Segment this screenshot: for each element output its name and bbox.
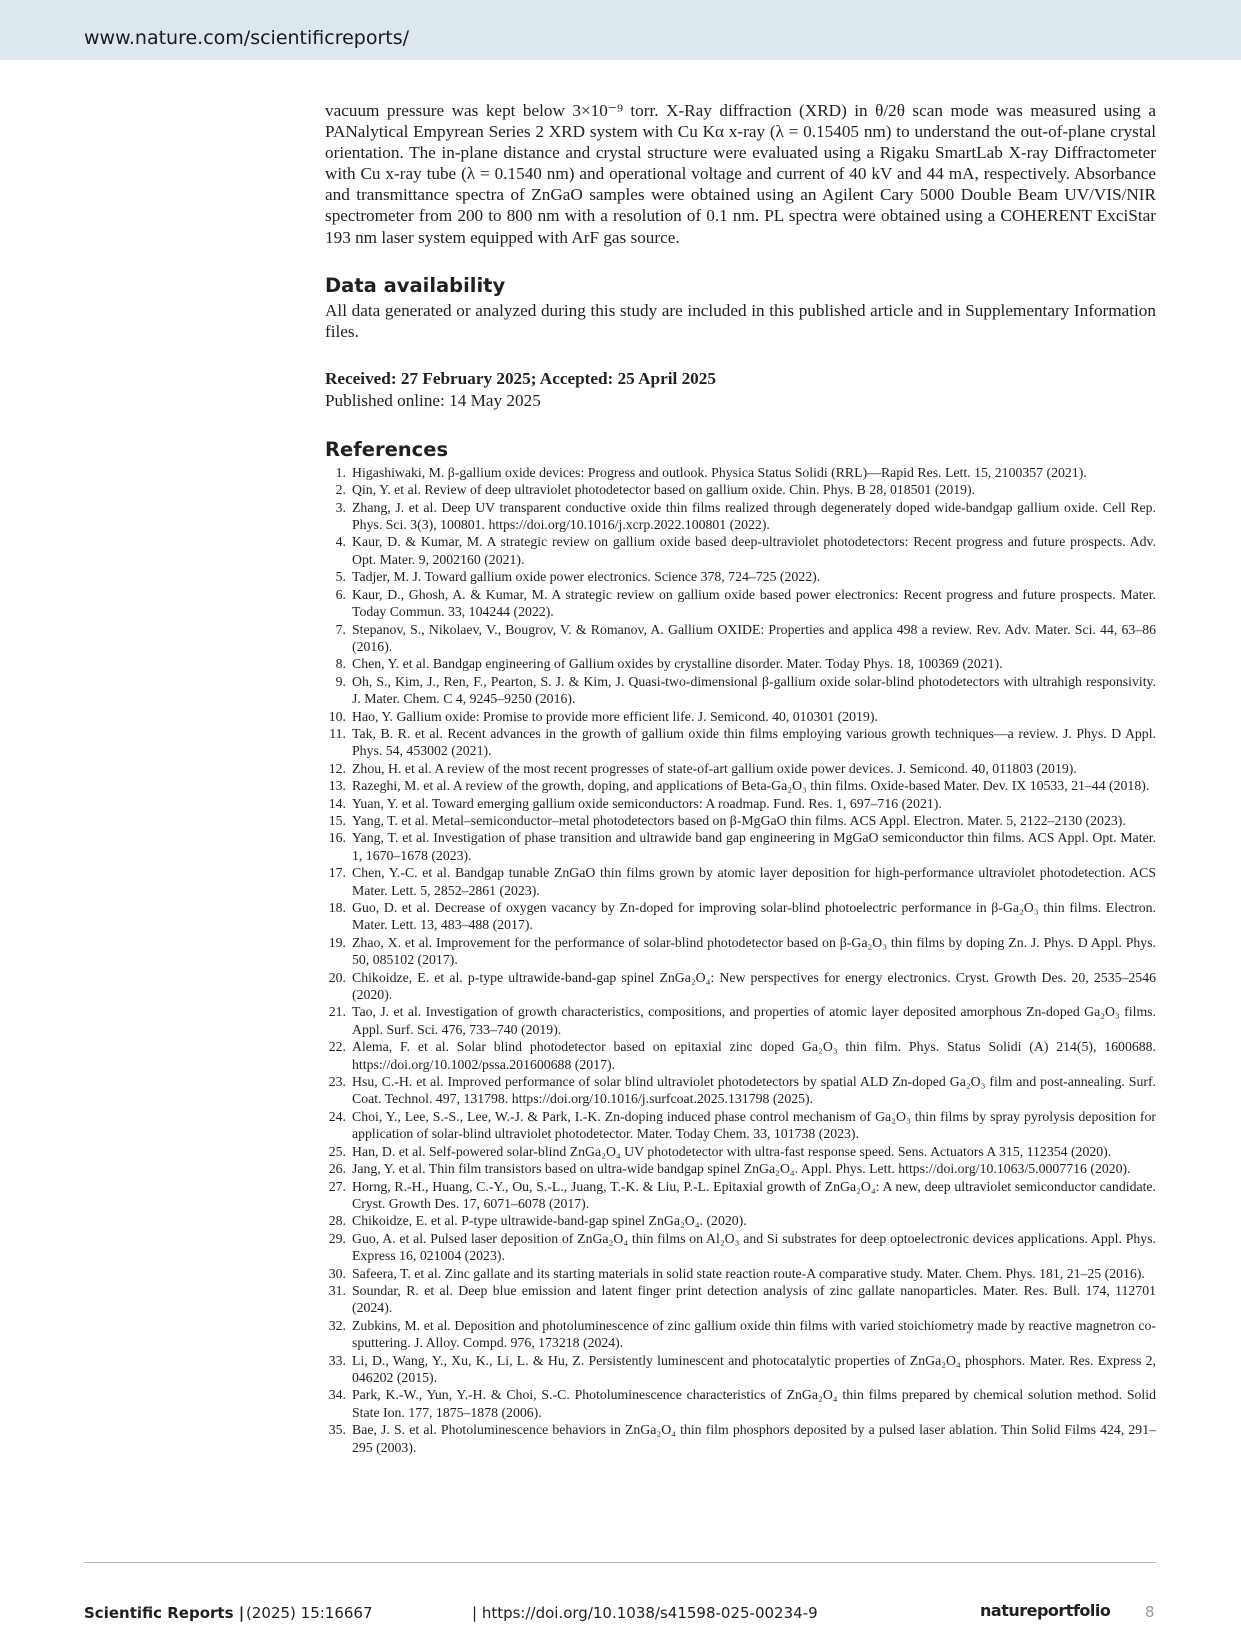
reference-number: 2. <box>335 482 346 498</box>
reference-text: Zhao, X. et al. Improvement for the performance of solar-blind photodetector based on β-Ga₂O₃ thin films by doping Zn. J. Phys. D Appl. Phys. 50, 085102 (2017). <box>352 934 1156 968</box>
reference-text: Tadjer, M. J. Toward gallium oxide power electronics. Science 378, 724–725 (2022). <box>352 569 821 585</box>
reference-number: 17. <box>328 865 346 881</box>
reference-item <box>325 760 1156 777</box>
reference-number: 23. <box>328 1074 346 1090</box>
reference-number: 7. <box>335 621 346 637</box>
reference-number: 15. <box>328 812 346 828</box>
reference-item <box>325 655 1156 672</box>
reference-number: 22. <box>328 1039 346 1055</box>
reference-number: 33. <box>328 1352 346 1368</box>
reference-number: 12. <box>328 760 346 776</box>
methods-paragraph: vacuum pressure was kept below 3×10⁻⁹ torr. X-Ray diffraction (XRD) in θ/2θ scan mode was measured using a PANalytical Empyrean Series 2 XRD system with Cu Kα x-ray (λ = 0.15405 nm) to understand the out-of-plane crystal orientation. The in-plane distance and crystal structure were evaluated using a Rigaku SmartLab X-ray Diffractometer with Cu x-ray tube (λ = 0.1540 nm) and operational voltage and current of 40 kV and 44 mA, respectively. Absorbance and transmittance spectra of ZnGaO samples were obtained using an Agilent Cary 5000 Double Beam UV/VIS/NIR spectrometer from 200 to 800 nm with a resolution of 0.1 nm. PL spectra were obtained using a COHERENT ExciStar 193 nm laser system equipped with ArF gas source. <box>325 101 1156 247</box>
reference-text: Hao, Y. Gallium oxide: Promise to provide more efficient life. J. Semicond. 40, 010301 (2019). <box>352 708 878 724</box>
reference-number: 35. <box>328 1422 346 1438</box>
reference-item <box>325 812 1156 829</box>
reference-text: Safeera, T. et al. Zinc gallate and its starting materials in solid state reaction route-A comparative study. Mater. Chem. Phys. 181, 21–25 (2016). <box>352 1265 1145 1281</box>
reference-item <box>325 969 1156 1004</box>
reference-text: Soundar, R. et al. Deep blue emission and latent finger print detection analysis of zinc gallate nanoparticles. Mater. Res. Bull. 174, 112701 (2024). <box>352 1282 1156 1316</box>
reference-text: Chen, Y.-C. et al. Bandgap tunable ZnGaO thin films grown by atomic layer deposition for high-performance ultraviolet photodetection. ACS Mater. Lett. 5, 2852–2861 (2023). <box>352 865 1156 898</box>
reference-number: 34. <box>328 1387 346 1403</box>
reference-text: Alema, F. et al. Solar blind photodetector based on epitaxial zinc doped Ga₂O₃ thin film. Phys. Status Solidi (A) 214(5), 1600688. https://doi.org/10.1002/pssa.201600688 (2017). <box>352 1039 1156 1072</box>
article-dates <box>325 368 1156 412</box>
reference-list <box>325 464 1156 1456</box>
reference-item <box>325 1352 1156 1387</box>
reference-item <box>325 1265 1156 1282</box>
published-date: Published online: 14 May 2025 <box>325 390 541 410</box>
footer-journal: Scientific Reports | <box>84 1604 245 1622</box>
reference-item <box>325 499 1156 534</box>
reference-number: 20. <box>328 969 346 985</box>
reference-text: Chikoidze, E. et al. p-type ultrawide-band-gap spinel ZnGa₂O₄: New perspectives for energy electronics. Cryst. Growth Des. 20, 2535–2546 (2020). <box>352 969 1156 1003</box>
reference-text: Zhang, J. et al. Deep UV transparent conductive oxide thin films realized through degenerately doped wide-bandgap gallium oxide. Cell Rep. Phys. Sci. 3(3), 100801. https://doi.org/10.1016/j.xcrp.2022.100801 (2022). <box>352 499 1156 533</box>
reference-number: 4. <box>335 534 346 550</box>
reference-item <box>325 725 1156 760</box>
reference-item <box>325 1178 1156 1213</box>
reference-item <box>325 1073 1156 1108</box>
reference-item <box>325 777 1156 794</box>
reference-text: Yang, T. et al. Investigation of phase transition and ultrawide band gap engineering in MgGaO semiconductor thin films. ACS Appl. Opt. Mater. 1, 1670–1678 (2023). <box>352 830 1156 863</box>
reference-number: 32. <box>328 1317 346 1333</box>
reference-number: 21. <box>328 1004 346 1020</box>
reference-number: 10. <box>328 708 346 724</box>
reference-item <box>325 464 1156 481</box>
reference-item <box>325 1143 1156 1160</box>
reference-number: 3. <box>335 499 346 515</box>
reference-number: 9. <box>335 673 346 689</box>
reference-text: Oh, S., Kim, J., Ren, F., Pearton, S. J. & Kim, J. Quasi-two-dimensional β-gallium oxide solar-blind photodetectors with ultrahigh responsivity. J. Mater. Chem. C 4, 9245–9250 (2016). <box>352 673 1156 707</box>
reference-number: 31. <box>328 1282 346 1298</box>
reference-text: Guo, A. et al. Pulsed laser deposition of ZnGa₂O₄ thin films on Al₂O₃ and Si substrates for deep optoelectronic devices applications. Appl. Phys. Express 16, 021004 (2023). <box>352 1230 1156 1264</box>
reference-item <box>325 708 1156 725</box>
reference-text: Kaur, D. & Kumar, M. A strategic review on gallium oxide based deep-ultraviolet photodetectors: Recent progress and future prospects. Adv. Opt. Mater. 9, 2002160 (2021). <box>352 534 1156 567</box>
reference-item <box>325 1386 1156 1421</box>
reference-number: 11. <box>329 725 346 741</box>
reference-text: Tak, B. R. et al. Recent advances in the growth of gallium oxide thin films employing various growth techniques—a review. J. Phys. D Appl. Phys. 54, 453002 (2021). <box>352 725 1156 759</box>
article-content <box>325 100 1156 1456</box>
reference-item <box>325 899 1156 934</box>
reference-text: Hsu, C.-H. et al. Improved performance of solar blind ultraviolet photodetectors by spatial ALD Zn-doped Ga₂O₃ film and post-annealing. Surf. Coat. Technol. 497, 131798. https://doi.org/10.1016/j.surfcoat.2025.131798 (2025). <box>352 1074 1156 1107</box>
reference-item <box>325 621 1156 656</box>
reference-text: Yuan, Y. et al. Toward emerging gallium oxide semiconductors: A roadmap. Fund. Res. 1, 697–716 (2021). <box>352 795 942 811</box>
reference-text: Bae, J. S. et al. Photoluminescence behaviors in ZnGa₂O₄ thin film phosphors deposited by a pulsed laser ablation. Thin Solid Films 424, 291–295 (2003). <box>352 1422 1156 1455</box>
reference-number: 19. <box>328 934 346 950</box>
reference-number: 5. <box>335 569 346 585</box>
reference-item <box>325 1421 1156 1456</box>
reference-text: Guo, D. et al. Decrease of oxygen vacancy by Zn-doped for improving solar-blind photoelectric performance in β-Ga₂O₃ thin films. Electron. Mater. Lett. 13, 483–488 (2017). <box>352 900 1156 933</box>
reference-item <box>325 795 1156 812</box>
reference-text: Stepanov, S., Nikolaev, V., Bougrov, V. & Romanov, A. Gallium OXIDE: Properties and applica 498 a review. Rev. Adv. Mater. Sci. 44, 63–86 (2016). <box>352 621 1156 654</box>
reference-number: 29. <box>328 1230 346 1246</box>
reference-number: 14. <box>328 795 346 811</box>
reference-item <box>325 481 1156 498</box>
reference-item <box>325 533 1156 568</box>
nature-portfolio-logo: natureportfolio <box>980 1601 1111 1620</box>
reference-number: 16. <box>328 830 346 846</box>
reference-item <box>325 1212 1156 1229</box>
reference-text: Zhou, H. et al. A review of the most recent progresses of state-of-art gallium oxide power devices. J. Semicond. 40, 011803 (2019). <box>352 760 1077 776</box>
journal-header-bar <box>0 0 1241 60</box>
reference-text: Chen, Y. et al. Bandgap engineering of Gallium oxides by crystalline disorder. Mater. Today Phys. 18, 100369 (2021). <box>352 656 1003 672</box>
reference-text: Yang, T. et al. Metal–semiconductor–metal photodetectors based on β-MgGaO thin films. ACS Appl. Electron. Mater. 5, 2122–2130 (2023). <box>352 812 1126 828</box>
reference-number: 26. <box>328 1161 346 1177</box>
received-accepted-date: Received: 27 February 2025; Accepted: 25 April 2025 <box>325 368 716 388</box>
reference-number: 24. <box>328 1108 346 1124</box>
reference-text: Kaur, D., Ghosh, A. & Kumar, M. A strategic review on gallium oxide based power electronics: Recent progress and future prospects. Mater. Today Commun. 33, 104244 (2022). <box>352 586 1156 620</box>
references-heading: References <box>325 437 449 461</box>
reference-text: Tao, J. et al. Investigation of growth characteristics, compositions, and properties of atomic layer deposited amorphous Zn-doped Ga₂O₃ films. Appl. Surf. Sci. 476, 733–740 (2019). <box>352 1004 1156 1037</box>
reference-text: Han, D. et al. Self-powered solar-blind ZnGa₂O₄ UV photodetector with ultra-fast response speed. Sens. Actuators A 315, 112354 (2020). <box>352 1143 1112 1159</box>
reference-text: Razeghi, M. et al. A review of the growth, doping, and applications of Beta-Ga₂O₃ thin films. Oxide-based Mater. Dev. IX 10533, 21–44 (2018). <box>352 778 1150 794</box>
reference-item <box>325 568 1156 585</box>
reference-text: Zubkins, M. et al. Deposition and photoluminescence of zinc gallium oxide thin films with varied stoichiometry made by reactive magnetron co-sputtering. J. Alloy. Compd. 976, 173218 (2024). <box>352 1317 1156 1351</box>
reference-text: Horng, R.-H., Huang, C.-Y., Ou, S.-L., Juang, T.-K. & Liu, P.-L. Epitaxial growth of ZnGa₂O₄: A new, deep ultraviolet semiconductor candidate. Cryst. Growth Des. 17, 6071–6078 (2017). <box>352 1178 1156 1211</box>
reference-item <box>325 1230 1156 1265</box>
reference-number: 28. <box>328 1213 346 1229</box>
reference-number: 1. <box>335 464 346 480</box>
reference-item <box>325 1282 1156 1317</box>
reference-text: Jang, Y. et al. Thin film transistors based on ultra-wide bandgap spinel ZnGa₂O₄. Appl. Phys. Lett. https://doi.org/10.1063/5.0007716 (2020). <box>352 1161 1131 1177</box>
data-availability-heading: Data availability <box>325 273 506 297</box>
reference-item <box>325 864 1156 899</box>
reference-text: Li, D., Wang, Y., Xu, K., Li, L. & Hu, Z. Persistently luminescent and photocatalytic properties of ZnGa₂O₄ phosphors. Mater. Res. Express 2, 046202 (2015). <box>352 1352 1156 1385</box>
reference-text: Park, K.-W., Yun, Y.-H. & Choi, S.-C. Photoluminescence characteristics of ZnGa₂O₄ thin films prepared by chemical solution method. Solid State Ion. 177, 1875–1878 (2006). <box>352 1387 1156 1420</box>
reference-text: Chikoidze, E. et al. P-type ultrawide-band-gap spinel ZnGa₂O₄. (2020). <box>352 1213 747 1229</box>
footer-year-volume: (2025) 15:16667 <box>246 1604 373 1622</box>
reference-item <box>325 934 1156 969</box>
reference-item <box>325 1317 1156 1352</box>
reference-item <box>325 586 1156 621</box>
reference-number: 25. <box>328 1143 346 1159</box>
reference-item <box>325 829 1156 864</box>
page-number: 8 <box>1145 1603 1155 1621</box>
reference-number: 27. <box>328 1178 346 1194</box>
footer-divider <box>84 1562 1156 1563</box>
reference-text: Higashiwaki, M. β-gallium oxide devices: Progress and outlook. Physica Status Solidi (RRL)—Rapid Res. Lett. 15, 2100357 (2021). <box>352 464 1087 480</box>
reference-number: 30. <box>328 1265 346 1281</box>
footer-doi-link[interactable]: | https://doi.org/10.1038/s41598-025-00234-9 <box>472 1604 818 1622</box>
reference-item <box>325 1038 1156 1073</box>
reference-number: 18. <box>328 900 346 915</box>
reference-item <box>325 673 1156 708</box>
reference-text: Choi, Y., Lee, S.-S., Lee, W.-J. & Park, I.-K. Zn-doping induced phase control mechanism of Ga₂O₃ thin films by spray pyrolysis deposition for application of solar-blind ultraviolet photodetector. Mater. Today Chem. 33, 101738 (2023). <box>352 1108 1156 1142</box>
reference-item <box>325 1160 1156 1177</box>
reference-number: 13. <box>328 778 346 794</box>
reference-item <box>325 1003 1156 1038</box>
reference-item <box>325 1108 1156 1143</box>
reference-number: 6. <box>335 586 346 602</box>
reference-number: 8. <box>335 656 346 672</box>
reference-text: Qin, Y. et al. Review of deep ultraviolet photodetector based on gallium oxide. Chin. Phys. B 28, 018501 (2019). <box>352 482 976 498</box>
journal-url[interactable]: www.nature.com/scientificreports/ <box>84 27 410 49</box>
data-availability-text: All data generated or analyzed during this study are included in this published article and in Supplementary Information files. <box>325 300 1156 341</box>
